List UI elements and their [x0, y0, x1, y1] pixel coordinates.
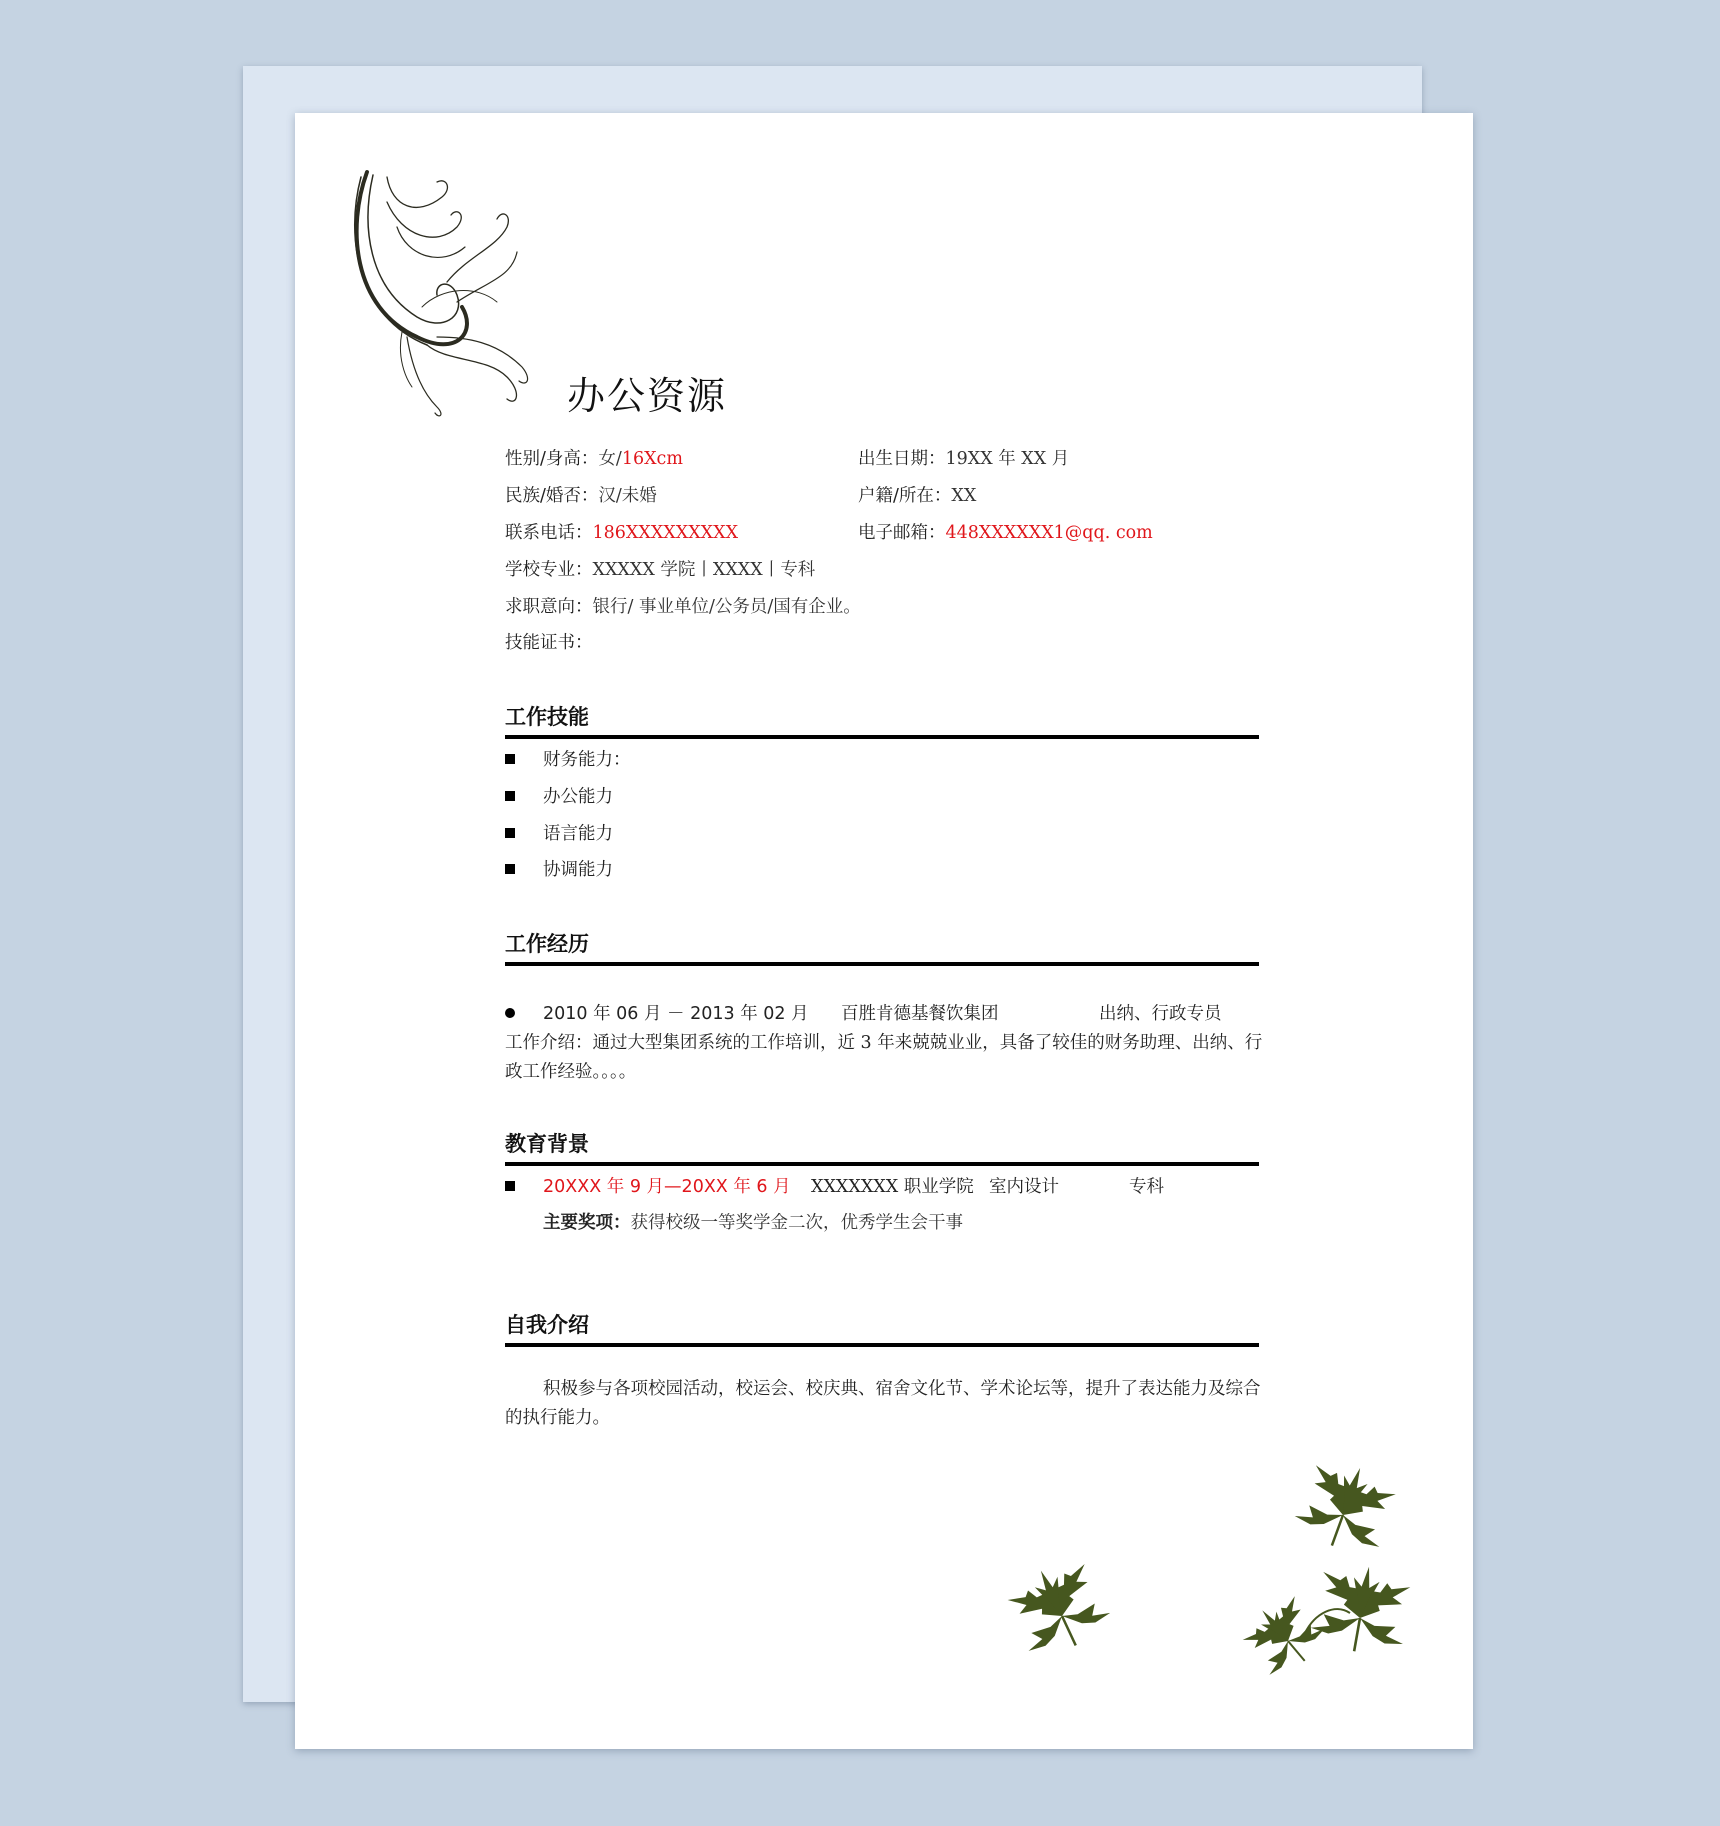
school-row — [505, 556, 815, 581]
education-major: 室内设计 — [989, 1177, 1059, 1197]
skill-label: 协调能力 — [543, 860, 613, 880]
about-text: 积极参与各项校园活动，校运会、校庆典、宿舍文化节、学术论坛等，提升了表达能力及综合的执行能力。 — [505, 1379, 1261, 1428]
skill-item — [505, 746, 1265, 776]
resume-page — [295, 113, 1473, 1749]
resume-name: 办公资源 — [567, 374, 728, 418]
square-bullet-icon — [505, 828, 515, 838]
birth-row — [858, 445, 1069, 470]
skill-item — [505, 856, 1265, 886]
about-section-title: 自我介绍 — [505, 1309, 1259, 1347]
gender-height-row — [505, 445, 683, 470]
phone-row — [505, 519, 738, 544]
skills-section-title: 工作技能 — [505, 701, 1259, 739]
ethnic-value: 汉/未婚 — [598, 486, 657, 506]
education-item — [505, 1173, 1265, 1203]
skill-item — [505, 783, 1265, 813]
hukou-value: XX — [951, 486, 977, 506]
swirl-ornament-icon — [347, 167, 537, 417]
square-bullet-icon — [505, 754, 515, 764]
hukou-row — [858, 482, 976, 507]
hukou-label: 户籍/所在： — [858, 486, 952, 506]
experience-company: 百胜肯德基餐饮集团 — [841, 1004, 999, 1024]
birth-value: 19XX 年 XX 月 — [945, 449, 1070, 469]
phone-value: 186XXXXXXXXX — [592, 523, 739, 543]
cert-label: 技能证书： — [505, 633, 593, 653]
skill-label: 办公能力 — [543, 787, 613, 807]
email-value: 448XXXXXX1@qq. com — [945, 523, 1153, 543]
awards-label: 主要奖项： — [543, 1213, 631, 1233]
email-row — [858, 519, 1153, 544]
skill-label: 财务能力： — [543, 750, 631, 770]
round-bullet-icon — [505, 1008, 515, 1018]
education-period: 20XXX 年 9 月—20XX 年 6 月 — [543, 1177, 791, 1197]
birth-label: 出生日期： — [858, 449, 946, 469]
leaves-decoration-icon — [985, 1463, 1455, 1683]
gender-value: 女/ — [598, 449, 622, 469]
phone-label: 联系电话： — [505, 523, 593, 543]
square-bullet-icon — [505, 791, 515, 801]
ethnic-row — [505, 482, 657, 507]
experience-description: 工作介绍：通过大型集团系统的工作培训，近 3 年来兢兢业业，具备了较佳的财务助理、出纳、行政工作经验。。。。 — [505, 1033, 1263, 1082]
email-label: 电子邮箱： — [858, 523, 946, 543]
education-section-title: 教育背景 — [505, 1128, 1259, 1166]
awards-value: 获得校级一等奖学金二次，优秀学生会干事 — [630, 1213, 963, 1233]
experience-item — [505, 1000, 1265, 1030]
education-degree: 专科 — [1129, 1177, 1164, 1197]
experience-section-title: 工作经历 — [505, 928, 1259, 966]
ethnic-label: 民族/婚否： — [505, 486, 599, 506]
gender-label: 性别/身高： — [505, 449, 599, 469]
height-value: 16Xcm — [621, 449, 683, 469]
cert-row — [505, 629, 593, 654]
education-school: XXXXXXX 职业学院 — [811, 1177, 974, 1197]
intent-label: 求职意向： — [505, 597, 593, 617]
skill-label: 语言能力 — [543, 824, 613, 844]
intent-row — [505, 593, 861, 618]
square-bullet-icon — [505, 1181, 515, 1191]
awards-row — [543, 1209, 963, 1234]
intent-value: 银行/ 事业单位/公务员/国有企业。 — [592, 597, 861, 617]
school-value: XXXXX 学院丨XXXX丨专科 — [592, 560, 816, 580]
school-label: 学校专业： — [505, 560, 593, 580]
experience-period: 2010 年 06 月 － 2013 年 02 月 — [543, 1004, 809, 1024]
experience-position: 出纳、行政专员 — [1099, 1004, 1222, 1024]
skill-item — [505, 820, 1265, 850]
square-bullet-icon — [505, 864, 515, 874]
